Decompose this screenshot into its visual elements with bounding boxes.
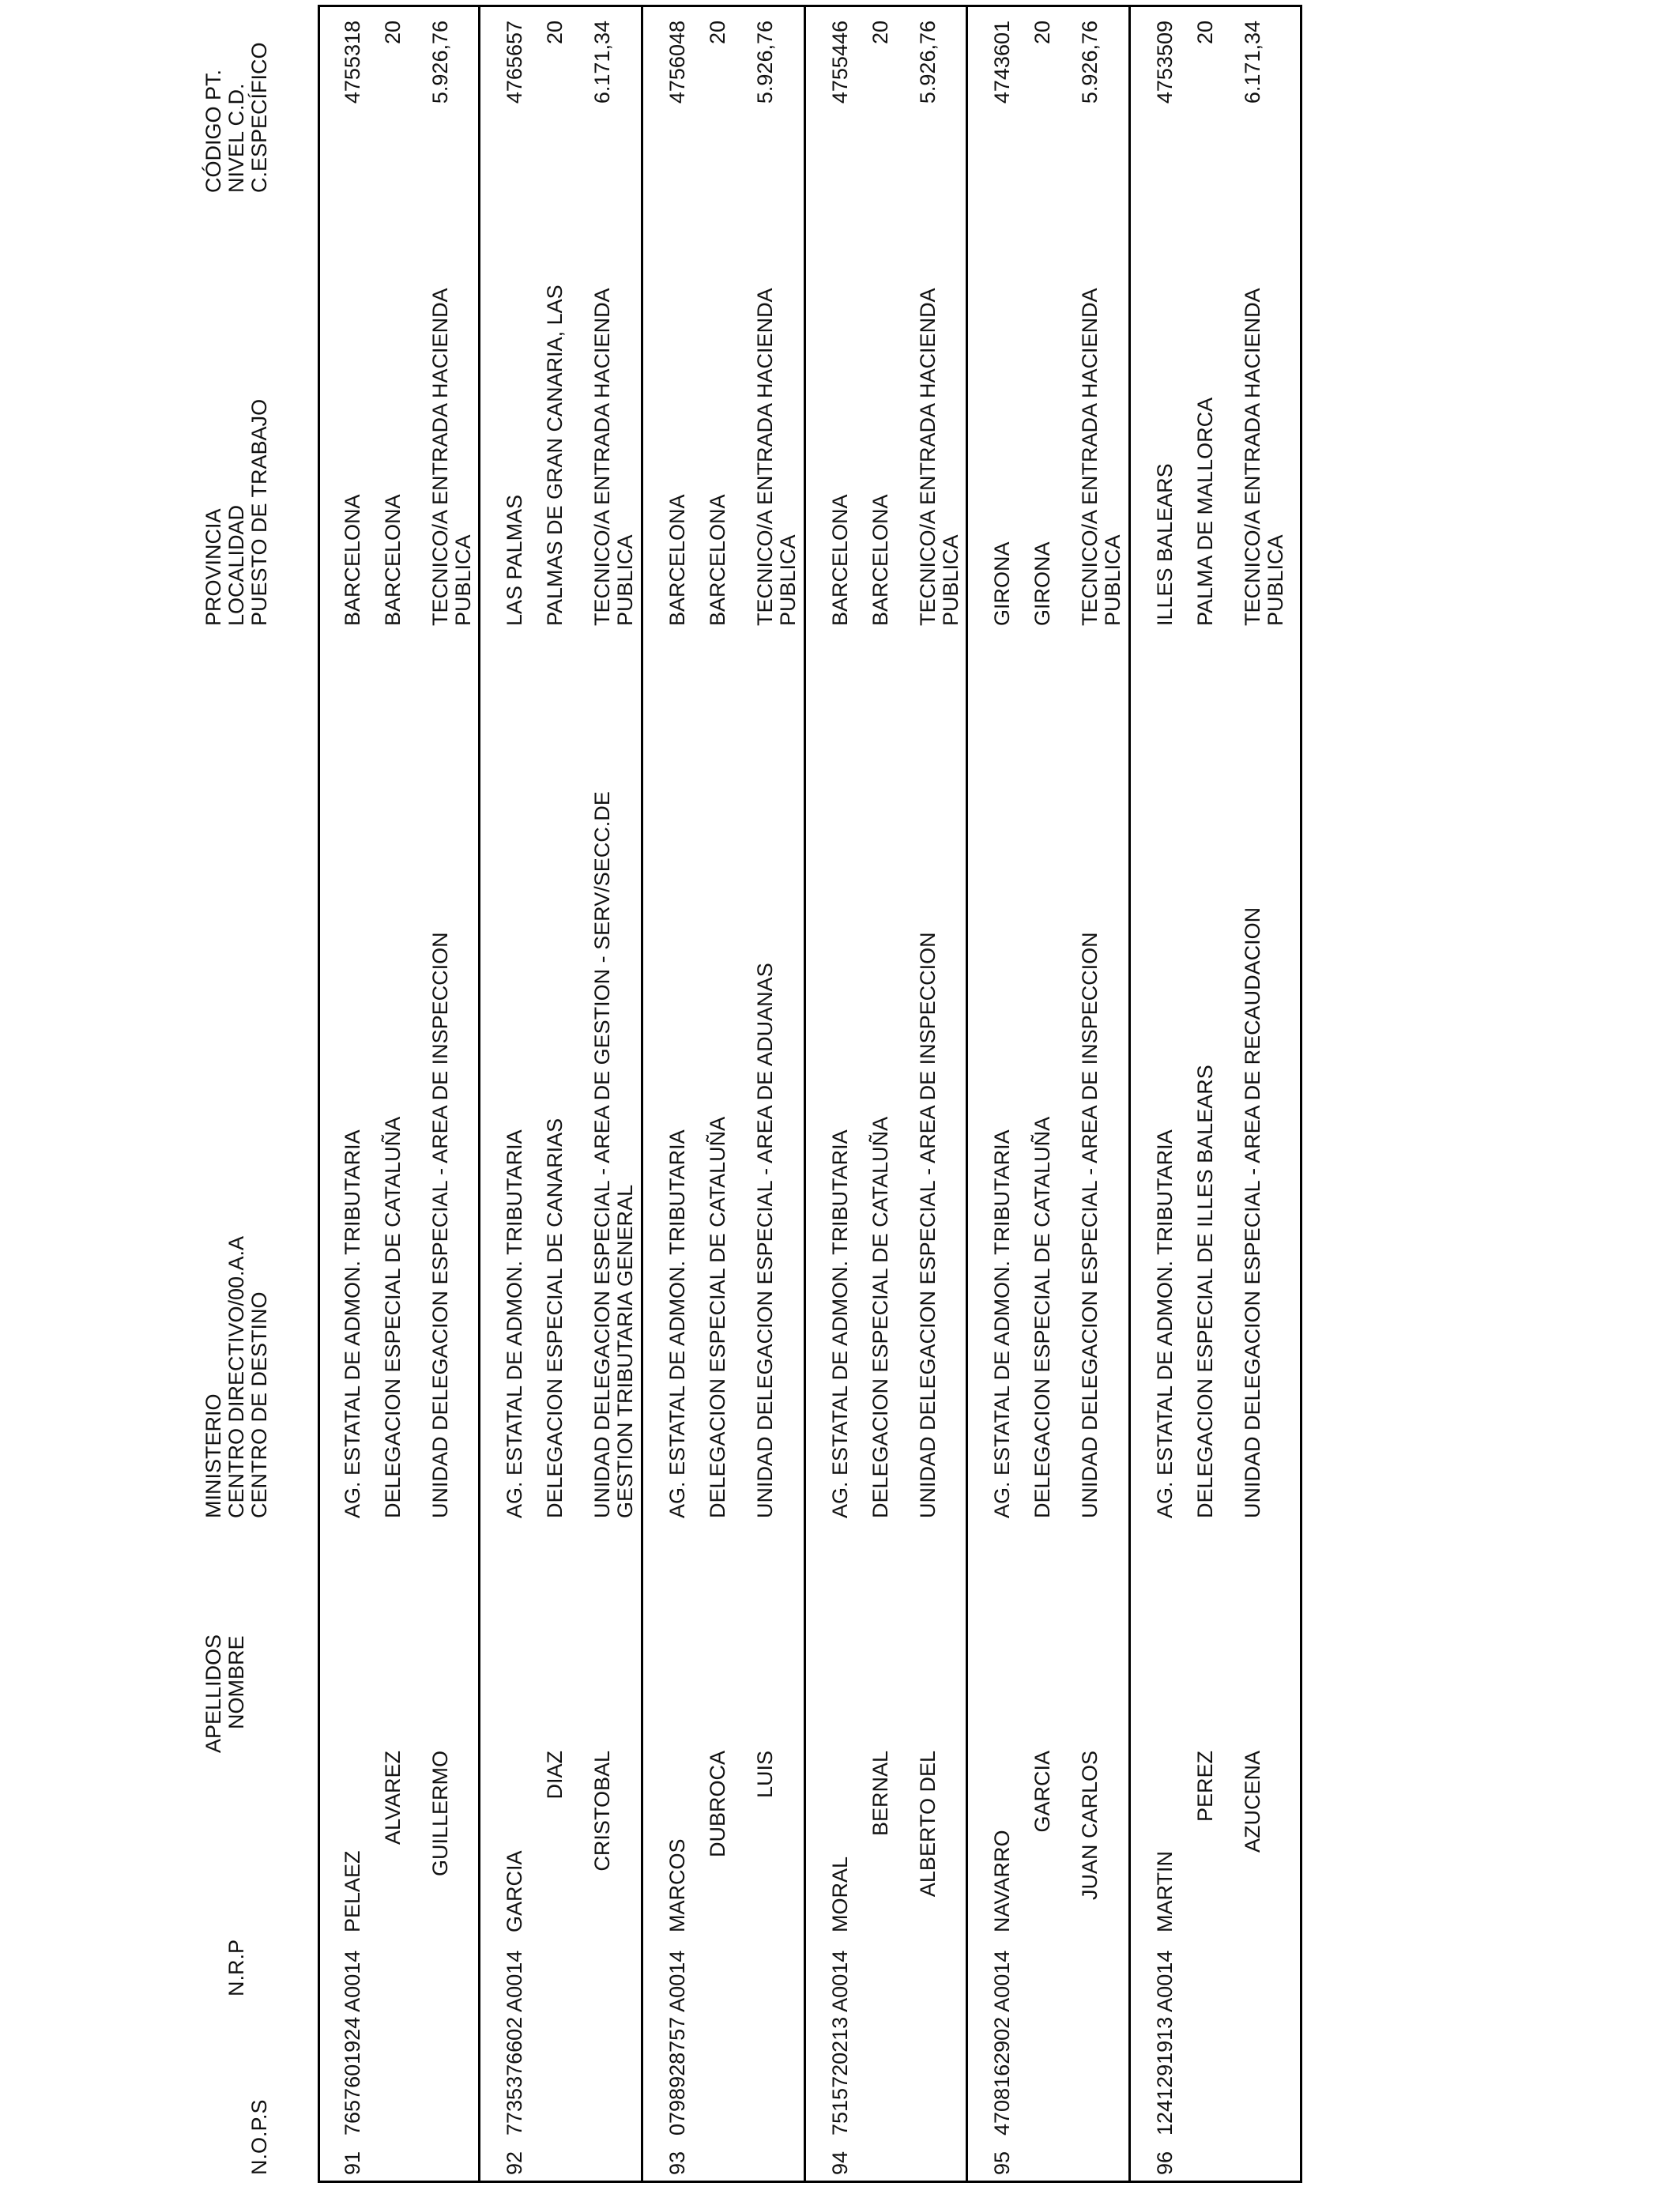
table-row <box>829 0 963 2194</box>
row-separator <box>804 5 806 2183</box>
header-ministerio-label: MINISTERIO <box>202 1393 225 1518</box>
header-centro-destino-label: CENTRO DE DESTINO <box>247 1291 271 1518</box>
row-nivel: 20 <box>381 21 405 45</box>
row-apellido2: PEREZ <box>1193 1751 1217 1823</box>
row-number: 92 <box>503 2151 526 2175</box>
row-nrp: 7657601924 A0014 <box>341 1950 364 2136</box>
row-nivel: 20 <box>706 21 729 45</box>
header-provincia <box>202 399 271 626</box>
row-codigo: 4743601 <box>990 21 1014 104</box>
row-especifico: 6.171,34 <box>590 21 614 104</box>
row-apellido2: ALVAREZ <box>381 1751 405 1845</box>
row-apellido1: NAVARRO <box>990 1830 1014 1932</box>
row-nrp: 1241291913 A0014 <box>1153 1950 1177 2136</box>
header-localidad-label: LOCALIDAD <box>224 504 248 626</box>
table-row <box>503 0 638 2194</box>
row-centro-destino <box>1079 932 1102 1518</box>
row-puesto-line: TECNICO/A ENTRADA HACIENDA <box>753 288 777 626</box>
header-puesto-label: PUESTO DE TRABAJO <box>247 398 271 626</box>
row-centro-directivo: DELEGACION ESPECIAL DE CANARIAS <box>543 1118 567 1518</box>
table-row <box>666 0 800 2194</box>
row-nivel: 20 <box>1030 21 1054 45</box>
row-centro-destino <box>1241 907 1264 1518</box>
row-codigo: 4756048 <box>665 21 689 104</box>
header-codigo-label: CÓDIGO PT. <box>202 69 225 193</box>
row-apellido1: MARTIN <box>1153 1850 1177 1932</box>
row-localidad: PALMAS DE GRAN CANARIA, LAS <box>543 285 567 626</box>
row-nrp: 7735376602 A0014 <box>503 1950 526 2136</box>
row-provincia: ILLES BALEARS <box>1153 463 1177 626</box>
row-localidad: PALMA DE MALLORCA <box>1193 397 1217 626</box>
row-nombre: ALBERTO DEL <box>916 1751 940 1898</box>
header-provincia-label: PROVINCIA <box>202 508 225 626</box>
row-puesto-line: PUBLICA <box>776 534 800 626</box>
header-apellidos <box>202 1634 248 1753</box>
row-especifico: 5.926,76 <box>916 21 940 104</box>
row-especifico: 5.926,76 <box>428 21 452 104</box>
row-apellido1: MARCOS <box>665 1838 689 1932</box>
row-centro-destino-line: UNIDAD DELEGACION ESPECIAL - AREA DE RECAUDACION <box>1241 907 1264 1518</box>
row-centro-directivo: DELEGACION ESPECIAL DE CATALUÑA <box>868 1116 892 1518</box>
row-localidad: GIRONA <box>1030 541 1054 626</box>
header-codigo <box>202 42 271 193</box>
row-especifico: 6.171,34 <box>1241 21 1264 104</box>
row-separator <box>1128 5 1131 2183</box>
row-number: 96 <box>1153 2151 1177 2175</box>
row-localidad: BARCELONA <box>381 494 405 626</box>
row-centro-directivo: DELEGACION ESPECIAL DE CATALUÑA <box>706 1116 729 1518</box>
header-especifico-label: C.ESPECÍFICO <box>247 42 271 193</box>
row-nivel: 20 <box>1193 21 1217 45</box>
row-centro-destino <box>754 963 777 1518</box>
row-codigo: 4753509 <box>1153 21 1177 104</box>
row-nivel: 20 <box>543 21 567 45</box>
row-apellido2: DIAZ <box>543 1751 567 1800</box>
row-puesto-line: TECNICO/A ENTRADA HACIENDA <box>1241 288 1264 626</box>
row-codigo: 4755446 <box>828 21 852 104</box>
row-puesto-line: TECNICO/A ENTRADA HACIENDA <box>1078 288 1102 626</box>
row-puesto <box>429 288 475 626</box>
row-ministerio: AG. ESTATAL DE ADMON. TRIBUTARIA <box>1153 1129 1177 1518</box>
row-nrp: 7515720213 A0014 <box>828 1950 852 2136</box>
row-provincia: GIRONA <box>990 541 1014 626</box>
row-especifico: 5.926,76 <box>1078 21 1102 104</box>
row-nivel: 20 <box>868 21 892 45</box>
row-apellido1: GARCIA <box>503 1850 526 1932</box>
row-centro-directivo: DELEGACION ESPECIAL DE CATALUÑA <box>1030 1116 1054 1518</box>
row-provincia: LAS PALMAS <box>503 494 526 626</box>
row-number: 95 <box>990 2151 1014 2175</box>
row-provincia: BARCELONA <box>341 494 364 626</box>
row-apellido2: DUBROCA <box>706 1751 729 1858</box>
row-puesto-line: PUBLICA <box>613 534 637 626</box>
table-row <box>991 0 1125 2194</box>
header-apellidos-label: APELLIDOS <box>202 1634 225 1753</box>
row-separator <box>478 5 480 2183</box>
row-number: 91 <box>341 2151 364 2175</box>
row-apellido2: GARCIA <box>1030 1751 1054 1833</box>
table-row <box>341 0 476 2194</box>
row-separator <box>966 5 968 2183</box>
header-centro-directivo-label: CENTRO DIRECTIVO/00.A.A <box>224 1235 248 1518</box>
row-centro-directivo: DELEGACION ESPECIAL DE CATALUÑA <box>381 1116 405 1518</box>
row-ministerio: AG. ESTATAL DE ADMON. TRIBUTARIA <box>990 1129 1014 1518</box>
row-ministerio: AG. ESTATAL DE ADMON. TRIBUTARIA <box>503 1129 526 1518</box>
row-ministerio: AG. ESTATAL DE ADMON. TRIBUTARIA <box>665 1129 689 1518</box>
row-ministerio: AG. ESTATAL DE ADMON. TRIBUTARIA <box>341 1129 364 1518</box>
row-separator <box>641 5 643 2183</box>
row-ministerio: AG. ESTATAL DE ADMON. TRIBUTARIA <box>828 1129 852 1518</box>
row-puesto <box>591 288 637 626</box>
row-puesto-line: PUBLICA <box>1264 534 1287 626</box>
row-codigo: 4765657 <box>503 21 526 104</box>
row-nombre: JUAN CARLOS <box>1078 1751 1102 1901</box>
row-provincia: BARCELONA <box>828 494 852 626</box>
header-nrp-label: N.R.P <box>224 1939 248 1996</box>
header-nombre-label: NOMBRE <box>224 1635 248 1729</box>
row-puesto-line: TECNICO/A ENTRADA HACIENDA <box>916 288 940 626</box>
header-nivel-label: NIVEL C.D. <box>224 83 248 193</box>
header-nops <box>202 2099 271 2175</box>
header-nops-label: N.O.P.S <box>247 2099 271 2175</box>
header-ministerio <box>202 1236 271 1518</box>
row-centro-destino <box>429 932 452 1518</box>
row-puesto-line: PUBLICA <box>939 534 962 626</box>
row-puesto-line: PUBLICA <box>451 534 475 626</box>
row-apellido1: MORAL <box>828 1856 852 1932</box>
row-nombre: GUILLERMO <box>428 1751 452 1877</box>
table-row <box>1154 0 1288 2194</box>
row-nombre: LUIS <box>753 1751 777 1799</box>
row-nombre: AZUCENA <box>1241 1751 1264 1853</box>
header-nrp <box>202 1940 248 1996</box>
row-provincia: BARCELONA <box>665 494 689 626</box>
row-centro-directivo: DELEGACION ESPECIAL DE ILLES BALEARS <box>1193 1065 1217 1518</box>
row-localidad: BARCELONA <box>706 494 729 626</box>
row-centro-destino-line: UNIDAD DELEGACION ESPECIAL - AREA DE GESTION - SERV/SECC.DE <box>590 791 614 1518</box>
row-centro-destino-line: GESTION TRIBUTARIA GENERAL <box>613 1184 637 1518</box>
row-localidad: BARCELONA <box>868 494 892 626</box>
row-nrp: 4708162902 A0014 <box>990 1950 1014 2136</box>
row-centro-destino-line: UNIDAD DELEGACION ESPECIAL - AREA DE ADUANAS <box>753 963 777 1518</box>
row-centro-destino-line: UNIDAD DELEGACION ESPECIAL - AREA DE INSPECCION <box>428 932 452 1518</box>
row-number: 93 <box>665 2151 689 2175</box>
row-apellido2: BERNAL <box>868 1751 892 1837</box>
row-puesto <box>1241 288 1287 626</box>
row-centro-destino-line: UNIDAD DELEGACION ESPECIAL - AREA DE INSPECCION <box>916 932 940 1518</box>
row-nombre: CRISTOBAL <box>590 1751 614 1872</box>
row-codigo: 4755318 <box>341 21 364 104</box>
row-puesto-line: TECNICO/A ENTRADA HACIENDA <box>428 288 452 626</box>
row-centro-destino <box>917 932 940 1518</box>
row-especifico: 5.926,76 <box>753 21 777 104</box>
row-apellido1: PELAEZ <box>341 1850 364 1932</box>
row-centro-destino <box>591 791 637 1518</box>
row-puesto-line: TECNICO/A ENTRADA HACIENDA <box>590 288 614 626</box>
row-nrp: 0798928757 A0014 <box>665 1950 689 2136</box>
row-puesto-line: PUBLICA <box>1101 534 1124 626</box>
row-centro-destino-line: UNIDAD DELEGACION ESPECIAL - AREA DE INSPECCION <box>1078 932 1102 1518</box>
row-puesto <box>1079 288 1124 626</box>
row-puesto <box>917 288 962 626</box>
row-puesto <box>754 288 800 626</box>
row-number: 94 <box>828 2151 852 2175</box>
